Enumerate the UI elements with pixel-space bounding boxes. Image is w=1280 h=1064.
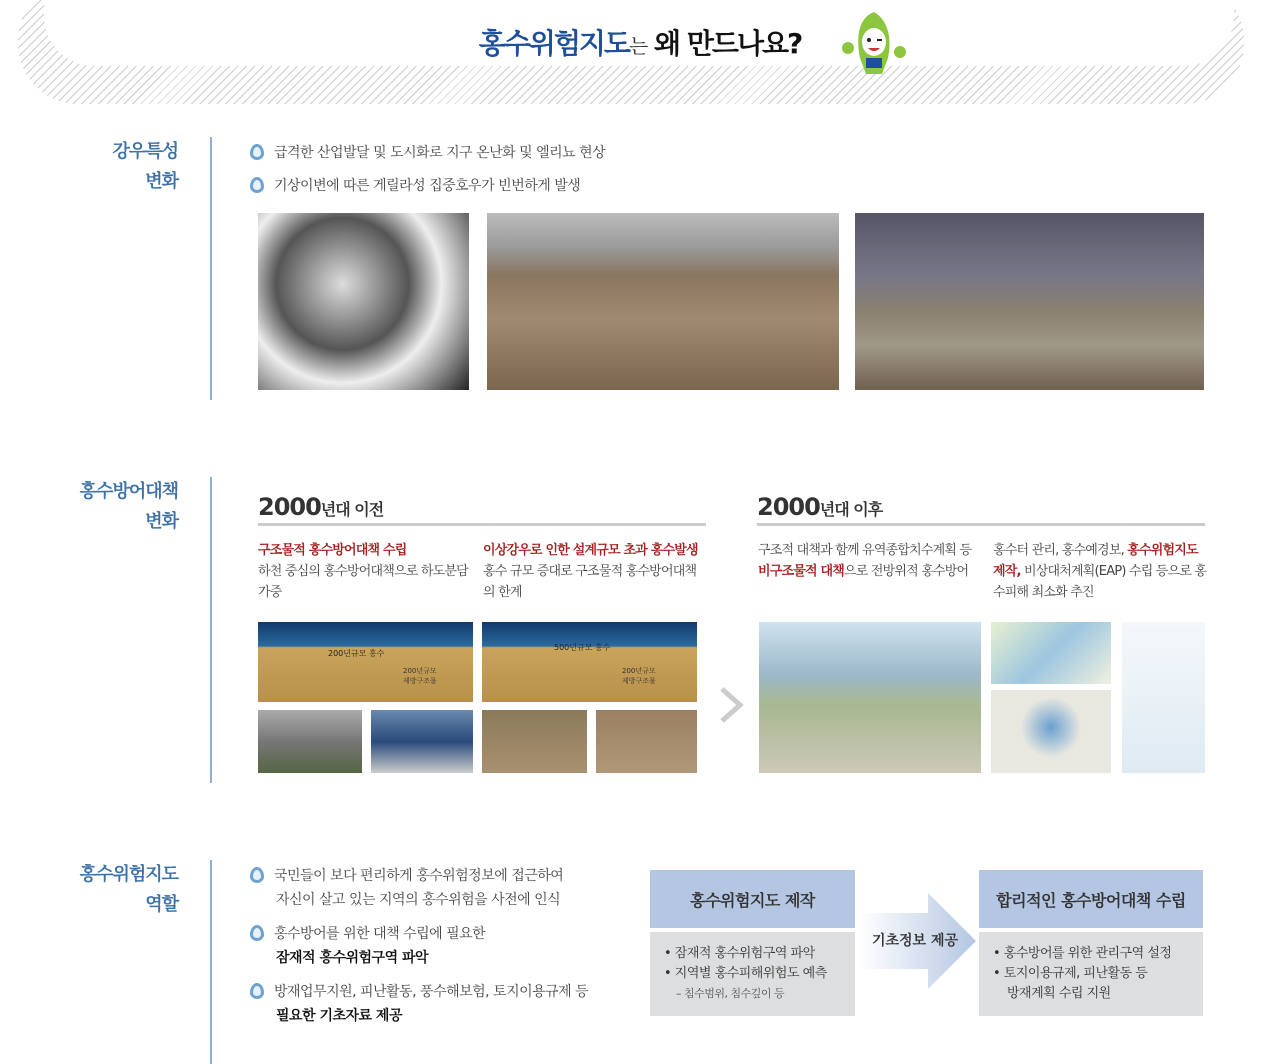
section-label-rainfall: 강우특성 변화 [112,141,178,192]
water-drop-icon [250,867,264,883]
flow-box-map-production: 홍수위험지도 제작 • 잠재적 홍수위험구역 파악 • 지역별 홍수피해위험도 예측 – 침수범위, 침수깊이 등 [650,870,855,1016]
watershed-plan-illustration [759,622,981,773]
chevron-right-icon [718,685,746,725]
flood-aerial-photo [482,710,587,773]
flood-hazard-map [991,690,1111,773]
bullet: 국민들이 보다 편리하게 홍수위험정보에 접근하여 자신이 살고 있는 지역의 홍수위험을 사전에 인식 [250,864,563,912]
bullet: 홍수방어를 위한 대책 수립에 필요한 잠재적 홍수위험구역 파악 [250,922,485,970]
arrow-label: 기초정보 제공 [871,933,959,949]
section-label-defense: 홍수방어대책 변화 [79,481,178,532]
bullet: 기상이변에 따른 게릴라성 집중호우가 빈번하게 발생 [250,174,580,198]
water-drop-icon [250,144,264,160]
water-drop-icon [250,925,264,941]
divider [210,860,212,1064]
floodplain-map [991,622,1111,684]
mascot-icon [838,8,910,80]
divider [210,137,212,400]
water-drop-icon [250,177,264,193]
warning-system-diagram [1122,622,1205,773]
era-before-heading: 2000년대 이전 [258,493,706,526]
page-title: 홍수위험지도는 왜 만드나요? [478,27,802,60]
flooded-cars-photo [596,710,697,773]
bullet: 급격한 산업발달 및 도시화로 지구 온난화 및 엘리뇨 현상 [250,141,605,165]
river-photo [258,710,362,773]
era-after-heading: 2000년대 이후 [757,493,1205,526]
levee-diagram-500yr: 500년규모 홍수 200년규모 제방구조물 [482,622,697,702]
after-col1: 구조적 대책과 함께 유역종합치수계획 등 비구조물적 대책으로 전방위적 홍수방어 [758,543,972,579]
flooded-street-image [855,213,1204,390]
water-drop-icon [250,983,264,999]
flow-box-defense-plan: 합리적인 홍수방어대책 수립 • 홍수방어를 위한 관리구역 설정 • 토지이용규제, 피난활동 등 방재계획 수립 지원 [979,870,1203,1016]
dam-photo [371,710,473,773]
before-col1: 구조물적 홍수방어대책 수립 하천 중심의 홍수방어대책으로 하도분담 가중 [258,543,468,600]
flooded-stream-image [487,213,839,390]
section-label-role: 홍수위험지도 역할 [79,864,178,915]
before-col2: 이상강우로 인한 설계규모 초과 홍수발생 홍수 규모 증대로 구조물적 홍수방어대책의 한계 [483,543,698,600]
after-col2: 홍수터 관리, 홍수예경보, 홍수위험지도 제작, 비상대처계획(EAP) 수립 등으로 홍수피해 최소화 추진 [993,543,1207,600]
levee-diagram-200yr: 200년규모 홍수 200년규모 제방구조물 [258,622,473,702]
satellite-image [258,213,469,390]
bullet: 방재업무지원, 피난활동, 풍수해보험, 토지이용규제 등 필요한 기초자료 제공 [250,980,588,1028]
divider [210,477,212,783]
